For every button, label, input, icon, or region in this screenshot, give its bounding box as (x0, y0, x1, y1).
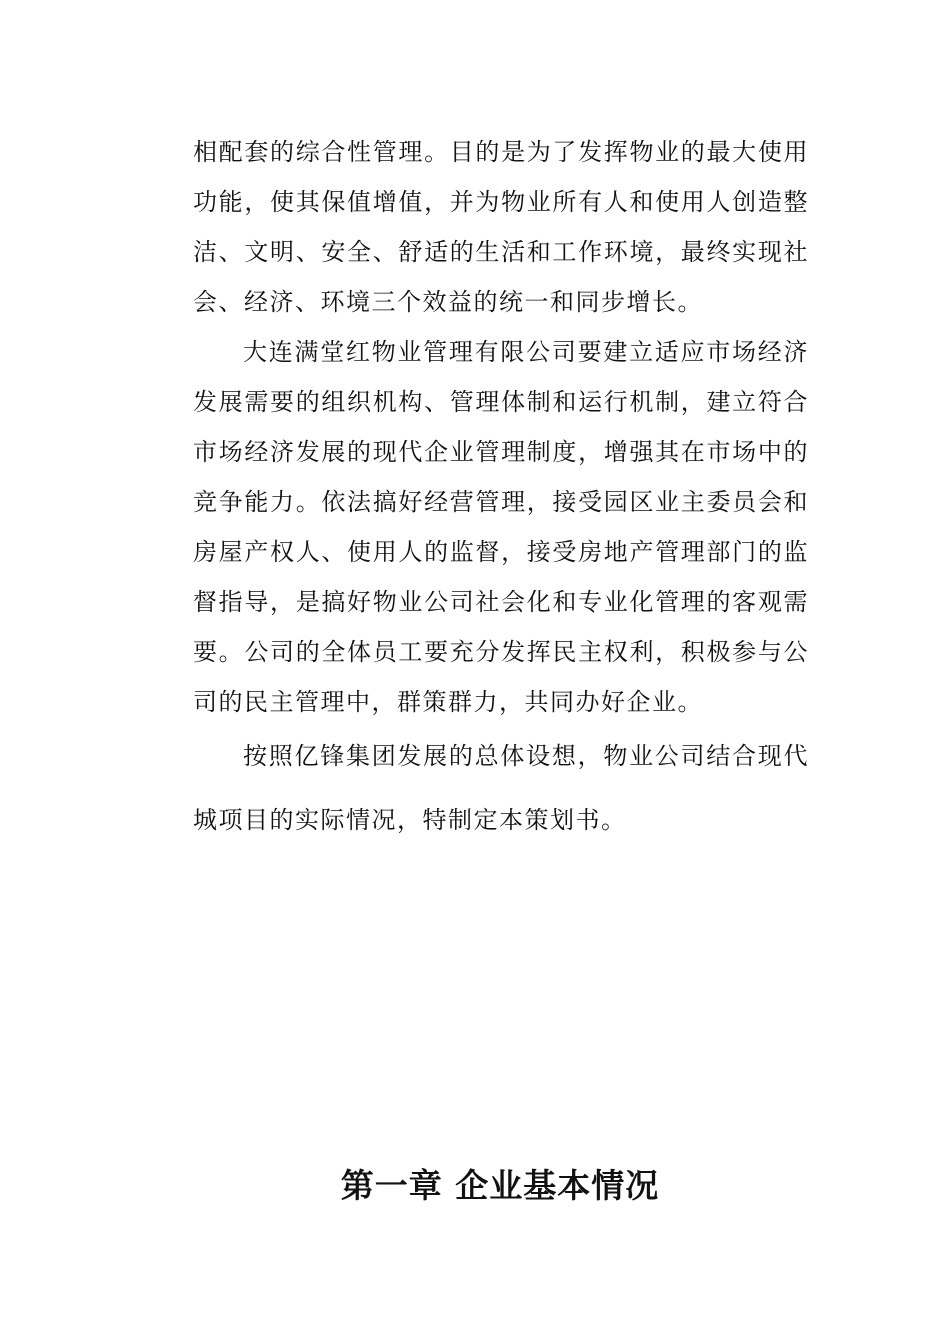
paragraph-plan-statement: 按照亿锋集团发展的总体设想，物业公司结合现代城项目的实际情况，特制定本策划书。 (193, 742, 809, 834)
paragraph-management-purpose: 相配套的综合性管理。目的是为了发挥物业的最大使用功能，使其保值增值，并为物业所有人和使用人创造整洁、文明、安全、舒适的生活和工作环境，最终实现社会、经济、环境三个效益的统一和同步增长。 (193, 138, 809, 316)
paragraph-company-requirements: 大连满堂红物业管理有限公司要建立适应市场经济发展需要的组织机构、管理体制和运行机制，建立符合市场经济发展的现代企业管理制度，增强其在市场中的竞争能力。依法搞好经营管理，接受园区业主委员会和房屋产权人、使用人的监督，接受房地产管理部门的监督指导，是搞好物业公司社会化和专业化管理的客观需要。公司的全体员工要充分发挥民主权利，积极参与公司的民主管理中，群策群力，共同办好企业。 (193, 338, 809, 716)
chapter-title: 第一章 企业基本情况 (340, 1166, 660, 1205)
